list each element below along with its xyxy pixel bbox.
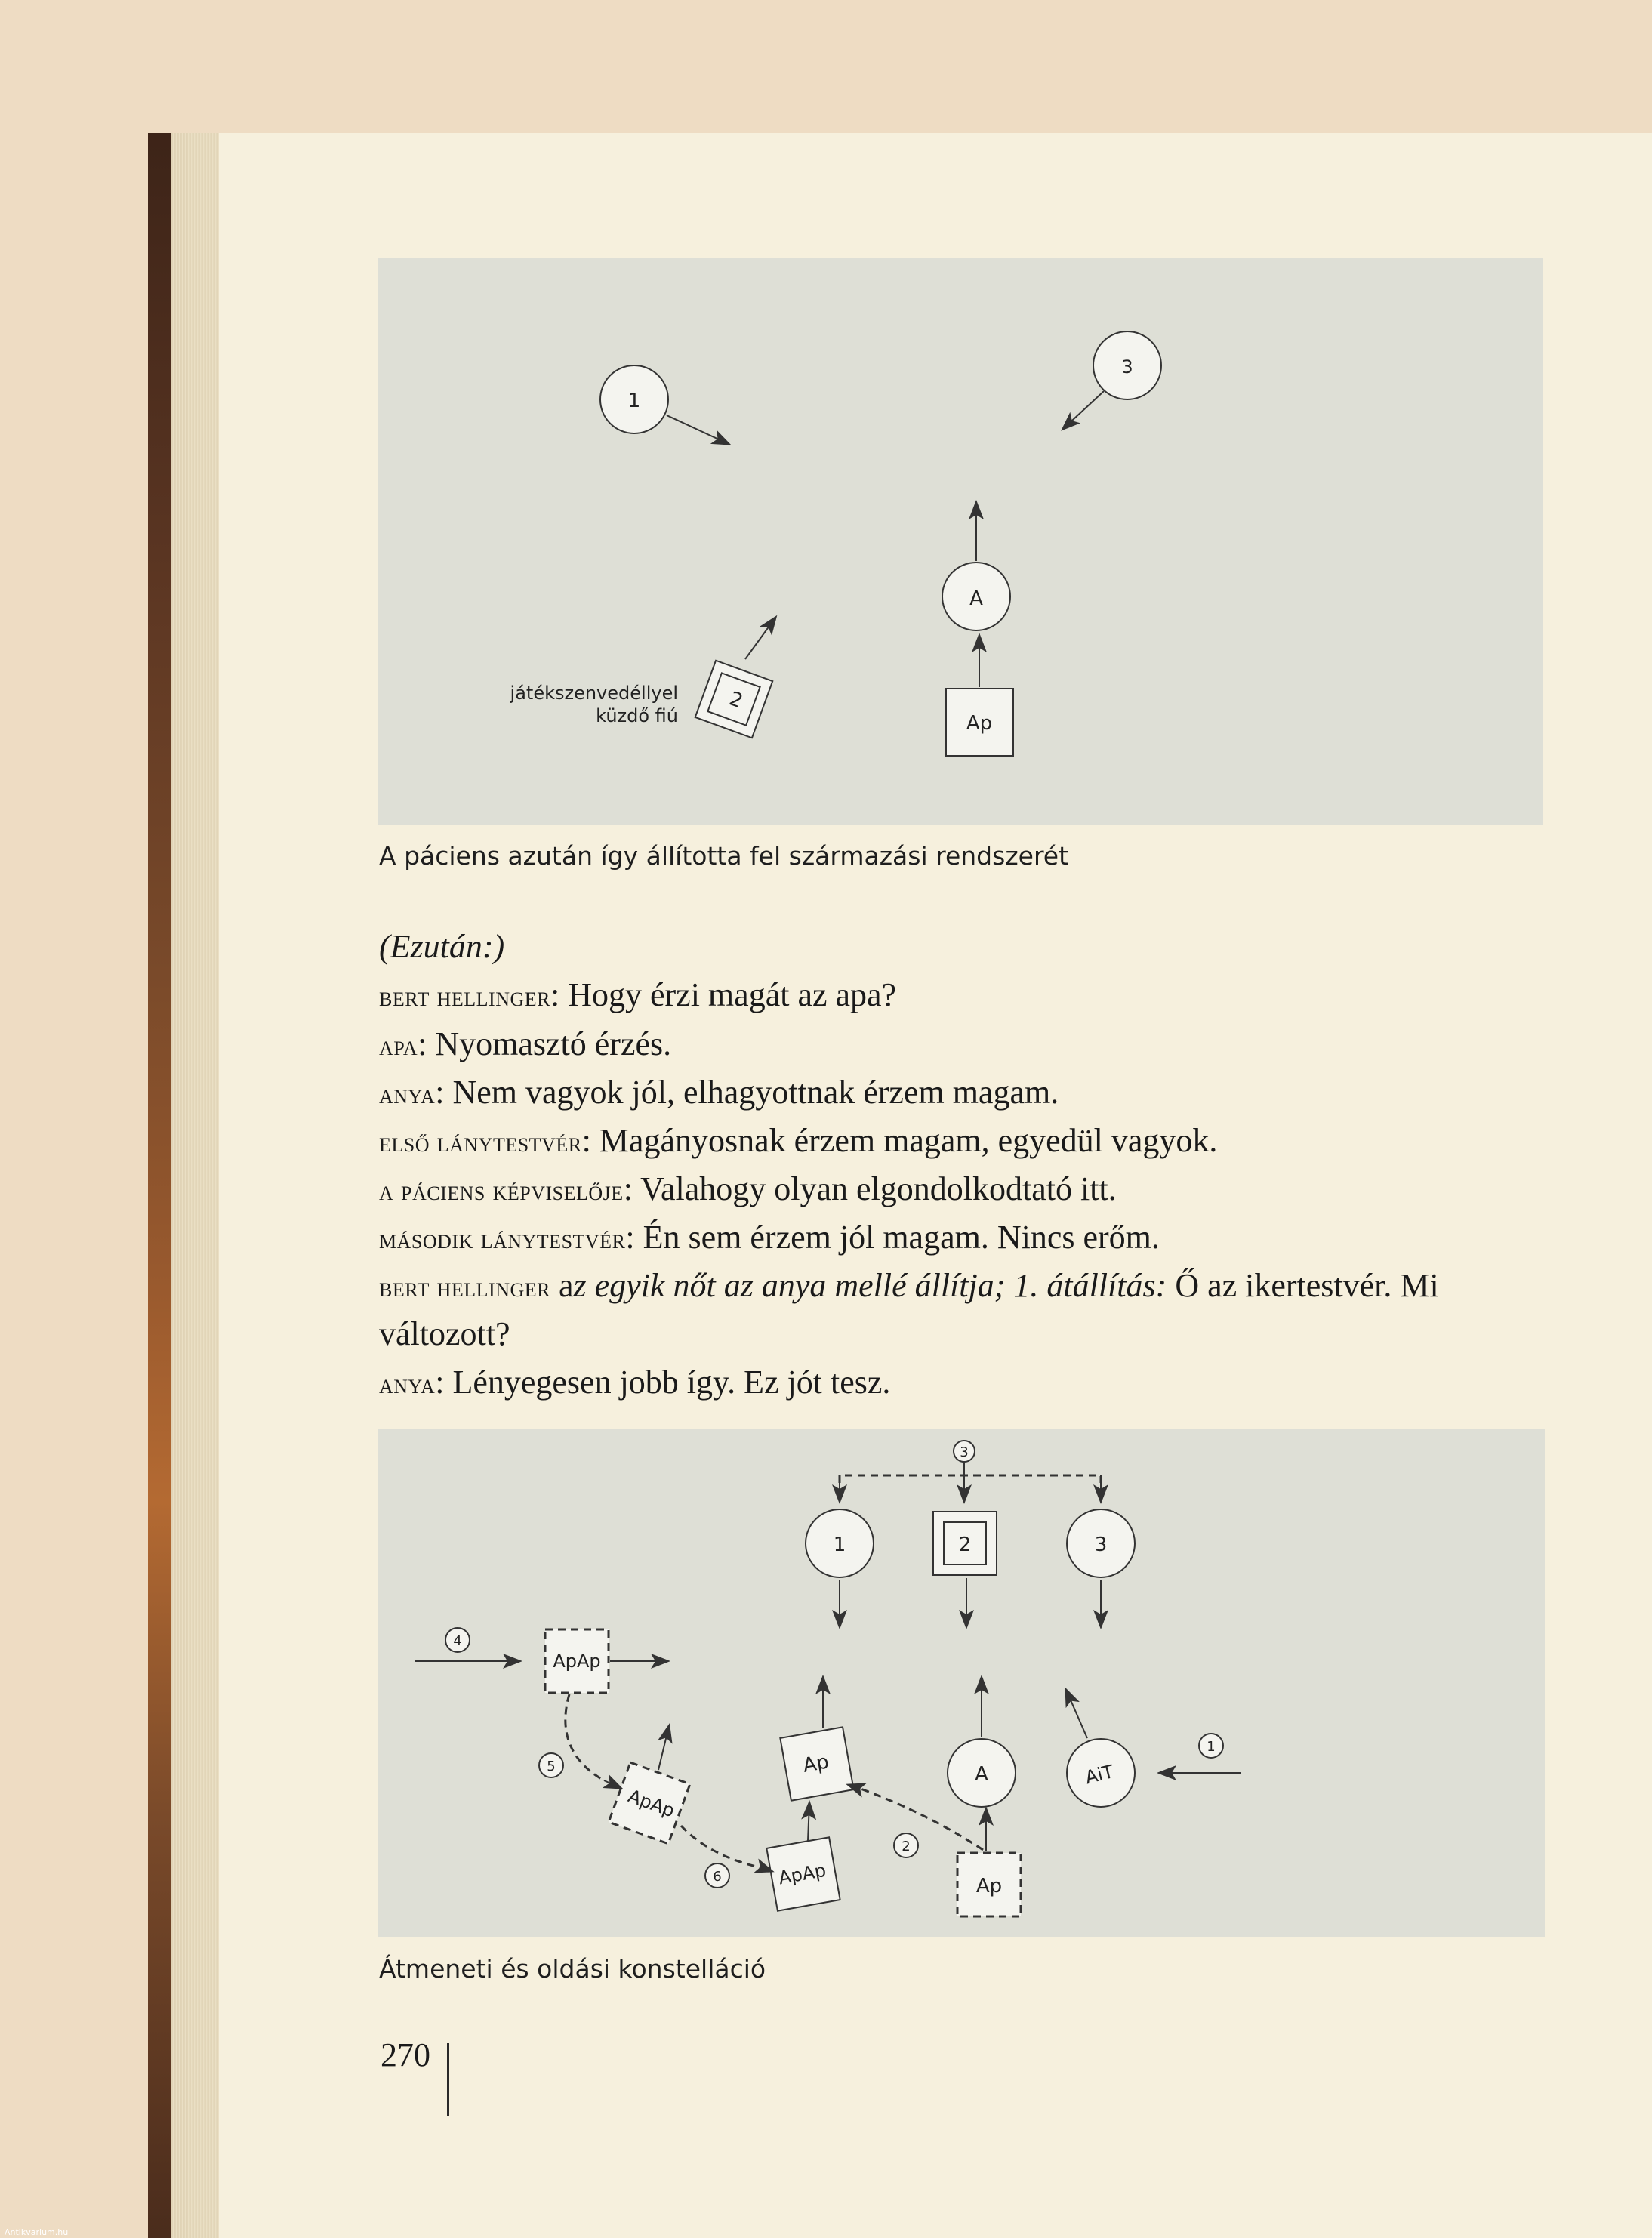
figure-origin-system	[378, 258, 1543, 825]
figure1-caption: A páciens azután így állította fel származási rendszerét	[379, 841, 1069, 871]
arrow-AiT-up	[1066, 1690, 1087, 1738]
speech-text: : Nem vagyok jól, elhagyottnak érzem magam.	[435, 1074, 1059, 1111]
ap-dashed-label: Ap	[975, 1875, 1003, 1897]
step6-label: 6	[713, 1869, 722, 1885]
apap-top-label: ApAp	[553, 1651, 601, 1672]
speech-text: : Hogy érzi magát az apa?	[550, 976, 897, 1013]
step3-bracket	[840, 1475, 1101, 1483]
step1-label: 1	[1207, 1739, 1216, 1755]
stage-direction: z egyik nőt az anya mellé állítja; 1. átállítás:	[573, 1267, 1167, 1304]
dialogue-line-3	[379, 1025, 671, 1063]
person-1-label: 1	[627, 390, 641, 412]
dialogue-line-5	[379, 1121, 1217, 1160]
figure2-caption: Átmeneti és oldási konstelláció	[379, 1954, 766, 1984]
speaker-name: második lánytestvér	[379, 1224, 626, 1255]
person-2-label: 2	[958, 1534, 972, 1556]
speaker-name: anya	[379, 1369, 436, 1400]
watermark: Antikvarium.hu	[5, 2227, 69, 2237]
step6-path	[681, 1826, 770, 1870]
step3-label: 3	[960, 1444, 969, 1460]
person-2-label: 2	[726, 687, 746, 714]
arrow-1	[667, 415, 729, 444]
person-AiT-label: AiT	[1083, 1761, 1116, 1789]
speech-connector: a	[550, 1267, 574, 1304]
apap-mid-label: ApAp	[625, 1785, 678, 1822]
speaker-name: a páciens képviselője	[379, 1176, 624, 1207]
figure-transition-constellation	[378, 1429, 1545, 1937]
person-3-label: 3	[1094, 1534, 1108, 1556]
step5-path	[566, 1694, 604, 1780]
dialogue-line-6	[379, 1170, 1117, 1208]
step5-label: 5	[547, 1759, 556, 1774]
speech-text: Ő az ikertestvér. Mi	[1167, 1267, 1439, 1304]
dialogue-line-4	[379, 1073, 1059, 1111]
arrow-2	[745, 618, 775, 659]
page-number-rule	[447, 2043, 449, 2116]
ap-box-label: Ap	[801, 1750, 831, 1777]
person-Ap-label: Ap	[966, 712, 993, 735]
speaker-name: anya	[379, 1079, 436, 1110]
son-label-line1: játékszenvedéllyel	[510, 683, 678, 704]
dialogue-line-7	[379, 1218, 1160, 1256]
speaker-name: első lánytestvér	[379, 1127, 582, 1158]
arrow-3	[1063, 391, 1104, 429]
dialogue-line-9: változott?	[379, 1315, 510, 1352]
person-A-label: A	[969, 587, 983, 610]
speech-text: : Lényegesen jobb így. Ez jót tesz.	[435, 1364, 891, 1401]
dialogue-line-10	[379, 1363, 890, 1401]
speech-text: : Magányosnak érzem magam, egyedül vagyok.	[581, 1122, 1218, 1159]
speech-text: : Én sem érzem jól magam. Nincs erőm.	[625, 1219, 1160, 1256]
dialogue-line-8	[379, 1266, 1439, 1305]
figure-transition-constellation-diagram	[378, 1429, 1545, 1937]
speech-text: : Valahogy olyan elgondolkodtató itt.	[623, 1170, 1117, 1207]
speaker-name: bert hellinger	[379, 982, 550, 1013]
speech-text: : Nyomasztó érzés.	[418, 1025, 672, 1062]
apap-bottom-label: ApAp	[777, 1859, 828, 1889]
step5-head	[604, 1780, 621, 1788]
person-3-label: 3	[1121, 356, 1133, 378]
person-A-label: A	[975, 1763, 988, 1786]
dialogue-line-2	[379, 976, 896, 1014]
arrow-apap-bottom-up	[808, 1803, 809, 1841]
figure-origin-system-diagram	[378, 258, 1543, 825]
person-1-label: 1	[833, 1534, 846, 1556]
page-number: 270	[381, 2036, 430, 2073]
arrow-apap-mid-up	[658, 1726, 669, 1770]
step2-label: 2	[902, 1839, 911, 1854]
step4-label: 4	[453, 1633, 462, 1649]
dialogue-line-intro: (Ezután:)	[379, 928, 505, 965]
page-edges	[171, 133, 222, 2238]
speaker-name: bert hellinger	[379, 1272, 550, 1303]
son-label-line2: küzdő fiú	[596, 705, 678, 726]
speaker-name: apa	[379, 1031, 418, 1062]
